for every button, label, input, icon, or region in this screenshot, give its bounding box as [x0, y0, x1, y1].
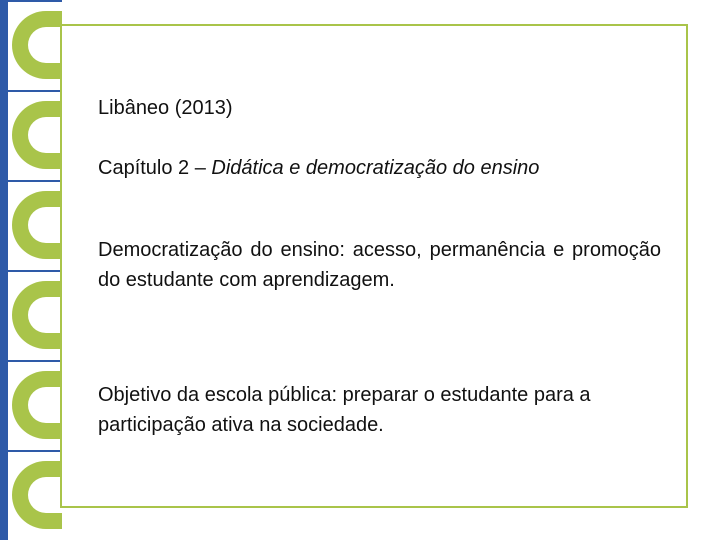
objective-paragraph: Objetivo da escola pública: preparar o estudante para a participação ativa na sociedade. — [98, 384, 591, 436]
chapter-title: Didática e democratização do ensino — [211, 157, 540, 179]
chapter-line — [98, 153, 539, 183]
reference-text: Libâneo (2013) — [98, 97, 233, 119]
chapter-prefix: Capítulo 2 – — [98, 157, 212, 179]
decorative-left-band — [0, 0, 62, 540]
democratization-paragraph: Democratização do ensino: acesso, permanência e promoção do estudante com aprendizagem. — [98, 239, 661, 291]
